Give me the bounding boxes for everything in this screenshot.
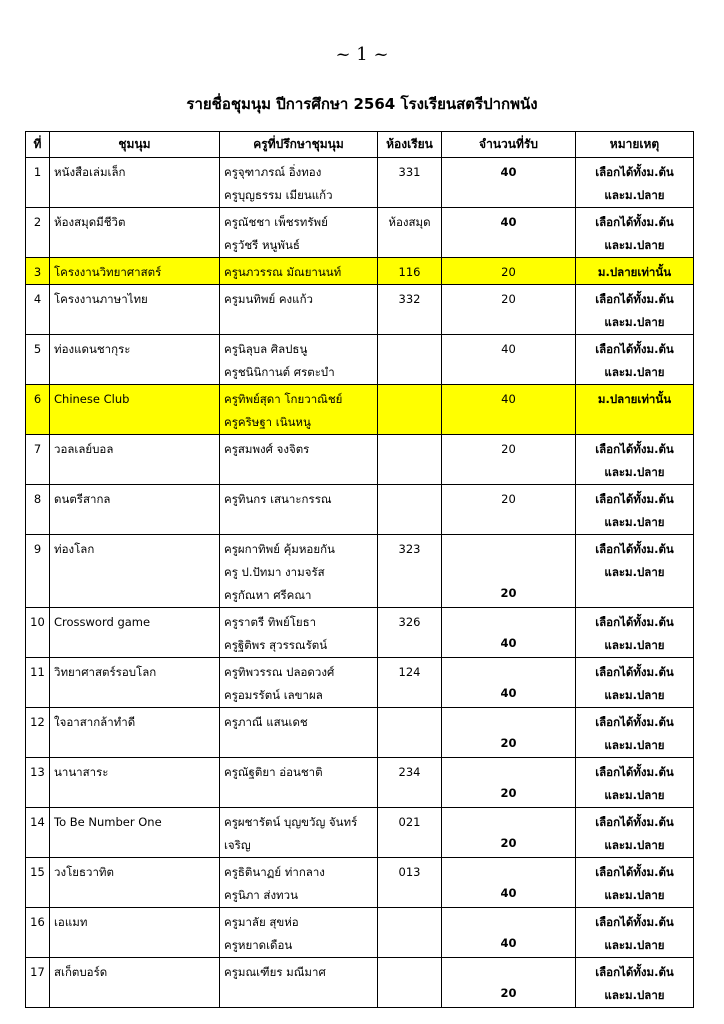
club-name-text: วิทยาศาสตร์รอบโลก [54, 665, 157, 679]
club-name-text: ท่องแดนชากุระ [54, 342, 131, 356]
advisor-name: ครูสมพงศ์ จงจิตร [224, 442, 310, 456]
advisor-name: ครูนภวรรณ มัณยานนท์ [224, 265, 342, 279]
advisor-name: ครูอมรรัตน์ เลขาผล [224, 688, 323, 702]
note-text: เลือกได้ทั้งม.ต้น [595, 865, 674, 879]
row-number [26, 285, 50, 335]
club-name [50, 758, 220, 808]
room-cell [378, 158, 442, 208]
note-cell [576, 808, 694, 858]
row-number [26, 335, 50, 385]
advisor-name: ครูบุญธรรม เมียนแก้ว [224, 188, 333, 202]
header-advisor: ครูที่ปรึกษาชุมนุม [220, 132, 378, 158]
room-cell [378, 285, 442, 335]
advisor-name: ครูณัชชา เพ็ชรทรัพย์ [224, 215, 328, 229]
row-number-text: 15 [30, 865, 45, 879]
capacity-text: 40 [500, 165, 517, 179]
advisor-name: ครูฐิติพร สุวรรณรัตน์ [224, 638, 328, 652]
advisor-cell [220, 658, 378, 708]
club-name [50, 535, 220, 608]
advisor-cell [220, 385, 378, 435]
capacity-text: 20 [500, 736, 517, 750]
note-text: และม.ปลาย [604, 238, 665, 252]
note-cell [576, 335, 694, 385]
advisor-name: ครูผกาทิพย์ คุ้มหอยกัน [224, 542, 335, 556]
advisor-name: ครูทินกร เสนาะกรรณ [224, 492, 332, 506]
room-text [382, 338, 437, 361]
capacity-cell [442, 158, 576, 208]
row-number-text: 16 [30, 915, 45, 929]
room-cell [378, 208, 442, 258]
table-row [26, 808, 694, 858]
advisor-cell [220, 485, 378, 535]
header-no: ที่ [26, 132, 50, 158]
advisor-cell [220, 708, 378, 758]
club-name-text: โครงงานวิทยาศาสตร์ [54, 265, 162, 279]
club-name [50, 485, 220, 535]
note-text: เลือกได้ทั้งม.ต้น [595, 765, 674, 779]
row-number [26, 158, 50, 208]
capacity-cell [442, 208, 576, 258]
room-cell [378, 535, 442, 608]
table-row [26, 708, 694, 758]
row-number [26, 535, 50, 608]
table-row [26, 285, 694, 335]
row-number-text: 1 [33, 165, 42, 179]
capacity-text: 40 [500, 886, 517, 900]
room-text: 021 [398, 815, 421, 829]
note-text: และม.ปลาย [604, 988, 665, 1002]
advisor-name: ครู ป.ปัทมา งามจรัส [224, 565, 325, 579]
room-cell [378, 708, 442, 758]
advisor-name: ครูนิลุบล ศิลปธนู [224, 342, 308, 356]
note-text: เลือกได้ทั้งม.ต้น [595, 165, 674, 179]
capacity-cell [442, 958, 576, 1008]
header-capacity: จำนวนที่รับ [442, 132, 576, 158]
club-name-text: ดนตรีสากล [54, 492, 111, 506]
room-cell [378, 758, 442, 808]
note-text: เลือกได้ทั้งม.ต้น [595, 292, 674, 306]
club-name-text: Crossword game [54, 615, 151, 629]
page-number: ~ 1 ~ [335, 44, 389, 65]
advisor-name: ครูทิพย์สุดา โกยวาณิชย์ [224, 392, 343, 406]
note-cell [576, 908, 694, 958]
note-text: เลือกได้ทั้งม.ต้น [595, 965, 674, 979]
club-name-text: Chinese Club [54, 392, 130, 406]
row-number [26, 208, 50, 258]
capacity-text: 40 [500, 936, 517, 950]
note-cell [576, 758, 694, 808]
capacity-text: 20 [501, 442, 516, 456]
table-row [26, 258, 694, 285]
capacity-cell [442, 658, 576, 708]
row-number-text: 12 [30, 715, 45, 729]
club-name [50, 808, 220, 858]
room-cell [378, 435, 442, 485]
room-cell [378, 858, 442, 908]
advisor-name: ครูธิตินาฏย์ ท่ากลาง [224, 865, 325, 879]
room-text: ห้องสมุด [388, 215, 431, 229]
document-title: รายชื่อชุมนุม ปีการศึกษา 2564 โรงเรียนสตรีปากพนัง [186, 95, 538, 113]
club-name-text: หนังสือเล่มเล็ก [54, 165, 126, 179]
advisor-cell [220, 158, 378, 208]
room-text: 331 [398, 165, 421, 179]
table-body [26, 158, 694, 1008]
advisor-name: ครูมาลัย สุขห่อ [224, 915, 299, 929]
note-cell [576, 535, 694, 608]
table-header-row [26, 132, 694, 158]
room-cell [378, 385, 442, 435]
note-cell [576, 208, 694, 258]
club-name-text: To Be Number One [54, 815, 162, 829]
advisor-name: ครูชนินิกานต์ ศรตะบำ [224, 365, 335, 379]
note-cell [576, 258, 694, 285]
advisor-cell [220, 208, 378, 258]
row-number-text: 2 [33, 215, 42, 229]
club-name-text: วงโยธวาทิต [54, 865, 114, 879]
capacity-cell [442, 435, 576, 485]
room-cell [378, 808, 442, 858]
table-row [26, 435, 694, 485]
row-number-text: 7 [33, 442, 42, 456]
room-cell [378, 608, 442, 658]
capacity-text: 40 [501, 342, 516, 356]
note-text: และม.ปลาย [604, 565, 665, 579]
note-text: และม.ปลาย [604, 938, 665, 952]
club-name [50, 708, 220, 758]
advisor-name: ครูนิภา ส่งทวน [224, 888, 298, 902]
room-cell [378, 658, 442, 708]
note-cell [576, 158, 694, 208]
advisor-cell [220, 758, 378, 808]
note-text: เลือกได้ทั้งม.ต้น [595, 442, 674, 456]
club-name [50, 858, 220, 908]
club-name-text: โครงงานภาษาไทย [54, 292, 148, 306]
club-name [50, 958, 220, 1008]
room-text [382, 911, 437, 934]
note-cell [576, 958, 694, 1008]
capacity-cell [442, 258, 576, 285]
table-row [26, 208, 694, 258]
note-text: และม.ปลาย [604, 465, 665, 479]
capacity-cell [442, 535, 576, 608]
row-number [26, 658, 50, 708]
advisor-cell [220, 535, 378, 608]
room-cell [378, 335, 442, 385]
note-text: เลือกได้ทั้งม.ต้น [595, 215, 674, 229]
row-number-text: 11 [30, 665, 45, 679]
advisor-name: ครูภาณี แสนเดช [224, 715, 308, 729]
table-row [26, 858, 694, 908]
advisor-name: ครูผชารัตน์ บุญขวัญ จันทร์ [224, 815, 358, 829]
row-number [26, 858, 50, 908]
row-number [26, 958, 50, 1008]
capacity-cell [442, 285, 576, 335]
club-name [50, 435, 220, 485]
capacity-cell [442, 335, 576, 385]
capacity-text: 20 [500, 786, 517, 800]
note-text: เลือกได้ทั้งม.ต้น [595, 342, 674, 356]
room-text: 124 [398, 665, 421, 679]
advisor-name: ครูคริษฐา เนินหนู [224, 415, 311, 429]
row-number [26, 435, 50, 485]
advisor-name: ครูจุฑาภรณ์ อิ่งทอง [224, 165, 322, 179]
advisor-name: ครูราตรี ทิพย์โยธา [224, 615, 317, 629]
room-text: 234 [398, 765, 421, 779]
advisor-cell [220, 608, 378, 658]
club-name [50, 258, 220, 285]
row-number [26, 258, 50, 285]
row-number [26, 608, 50, 658]
row-number-text: 10 [30, 615, 45, 629]
note-text: เลือกได้ทั้งม.ต้น [595, 915, 674, 929]
note-text: เลือกได้ทั้งม.ต้น [595, 665, 674, 679]
note-cell [576, 708, 694, 758]
room-cell [378, 908, 442, 958]
capacity-cell [442, 608, 576, 658]
club-name-text: เอแมท [54, 915, 88, 929]
room-text: 332 [398, 292, 421, 306]
room-text [382, 388, 437, 411]
capacity-cell [442, 758, 576, 808]
room-text: 116 [398, 265, 421, 279]
note-text: และม.ปลาย [604, 688, 665, 702]
row-number-text: 6 [33, 392, 42, 406]
club-name-text: ท่องโลก [54, 542, 95, 556]
club-name [50, 208, 220, 258]
row-number [26, 708, 50, 758]
row-number-text: 9 [33, 542, 42, 556]
advisor-cell [220, 908, 378, 958]
note-text: เลือกได้ทั้งม.ต้น [595, 492, 674, 506]
note-cell [576, 385, 694, 435]
advisor-name: ครูทิพวรรณ ปลอดวงศ์ [224, 665, 335, 679]
row-number [26, 485, 50, 535]
table-row [26, 608, 694, 658]
table-row [26, 908, 694, 958]
row-number [26, 758, 50, 808]
note-text: และม.ปลาย [604, 188, 665, 202]
row-number [26, 385, 50, 435]
club-name-text: สเก็ตบอร์ด [54, 965, 108, 979]
row-number-text: 13 [30, 765, 45, 779]
room-text: 013 [398, 865, 421, 879]
note-text: และม.ปลาย [604, 888, 665, 902]
capacity-cell [442, 708, 576, 758]
note-text: เลือกได้ทั้งม.ต้น [595, 715, 674, 729]
note-text: ม.ปลายเท่านั้น [597, 392, 672, 406]
advisor-cell [220, 335, 378, 385]
club-name [50, 658, 220, 708]
row-number [26, 908, 50, 958]
club-name-text: ใจอาสากล้าทำดี [54, 715, 136, 729]
capacity-cell [442, 908, 576, 958]
capacity-cell [442, 485, 576, 535]
note-text: และม.ปลาย [604, 365, 665, 379]
header-club: ชุมนุม [50, 132, 220, 158]
row-number-text: 5 [33, 342, 42, 356]
header-room: ห้องเรียน [378, 132, 442, 158]
note-cell [576, 858, 694, 908]
advisor-name: ครูมนทิพย์ คงแก้ว [224, 292, 314, 306]
club-name [50, 285, 220, 335]
capacity-text: 40 [500, 636, 517, 650]
capacity-text: 20 [500, 836, 517, 850]
club-name [50, 385, 220, 435]
note-text: และม.ปลาย [604, 515, 665, 529]
club-name [50, 608, 220, 658]
table-row [26, 535, 694, 608]
table-row [26, 958, 694, 1008]
table-row [26, 485, 694, 535]
table-row [26, 158, 694, 208]
club-name-text: นานาสาระ [54, 765, 109, 779]
note-text: และม.ปลาย [604, 315, 665, 329]
note-text: และม.ปลาย [604, 838, 665, 852]
row-number-text: 14 [30, 815, 45, 829]
room-text: 326 [398, 615, 421, 629]
advisor-name: ครูหยาดเดือน [224, 938, 293, 952]
advisor-name: ครูณัฐติยา อ่อนชาติ [224, 765, 323, 779]
capacity-cell [442, 385, 576, 435]
note-cell [576, 608, 694, 658]
note-text: เลือกได้ทั้งม.ต้น [595, 815, 674, 829]
club-name [50, 335, 220, 385]
room-text [382, 961, 437, 984]
row-number-text: 8 [33, 492, 42, 506]
table-row [26, 758, 694, 808]
table-row [26, 335, 694, 385]
advisor-name: ครูมณเฑียร มณีมาศ [224, 965, 326, 979]
row-number-text: 4 [33, 292, 42, 306]
advisor-name: ครูวัชรี หนูพันธ์ [224, 238, 300, 252]
capacity-cell [442, 858, 576, 908]
note-text: และม.ปลาย [604, 738, 665, 752]
club-name [50, 158, 220, 208]
capacity-text: 40 [500, 686, 517, 700]
club-name-text: วอลเลย์บอล [54, 442, 114, 456]
capacity-text: 20 [500, 586, 517, 600]
club-name-text: ห้องสมุดมีชีวิต [54, 215, 126, 229]
table-row [26, 658, 694, 708]
capacity-text: 40 [501, 392, 516, 406]
room-text [382, 488, 437, 511]
row-number [26, 808, 50, 858]
capacity-text: 20 [501, 492, 516, 506]
note-text: และม.ปลาย [604, 788, 665, 802]
note-cell [576, 485, 694, 535]
table-row [26, 385, 694, 435]
header-note: หมายเหตุ [576, 132, 694, 158]
club-table [25, 131, 694, 1008]
note-text: เลือกได้ทั้งม.ต้น [595, 615, 674, 629]
row-number-text: 3 [33, 265, 42, 279]
club-name [50, 908, 220, 958]
note-text: เลือกได้ทั้งม.ต้น [595, 542, 674, 556]
advisor-cell [220, 958, 378, 1008]
room-text: 323 [398, 542, 421, 556]
note-text: และม.ปลาย [604, 638, 665, 652]
capacity-text: 40 [500, 215, 517, 229]
advisor-cell [220, 435, 378, 485]
row-number-text: 17 [30, 965, 45, 979]
capacity-text: 20 [501, 292, 516, 306]
advisor-cell [220, 858, 378, 908]
room-text [382, 711, 437, 734]
note-text: ม.ปลายเท่านั้น [597, 265, 672, 279]
room-cell [378, 258, 442, 285]
advisor-cell [220, 285, 378, 335]
capacity-cell [442, 808, 576, 858]
room-cell [378, 958, 442, 1008]
advisor-name: ครูกัณหา ศรีคณา [224, 588, 312, 602]
room-text [382, 438, 437, 461]
note-cell [576, 435, 694, 485]
advisor-name: เจริญ [224, 838, 251, 852]
note-cell [576, 658, 694, 708]
note-cell [576, 285, 694, 335]
advisor-cell [220, 258, 378, 285]
capacity-text: 20 [500, 986, 517, 1000]
advisor-cell [220, 808, 378, 858]
room-cell [378, 485, 442, 535]
capacity-text: 20 [501, 265, 516, 279]
